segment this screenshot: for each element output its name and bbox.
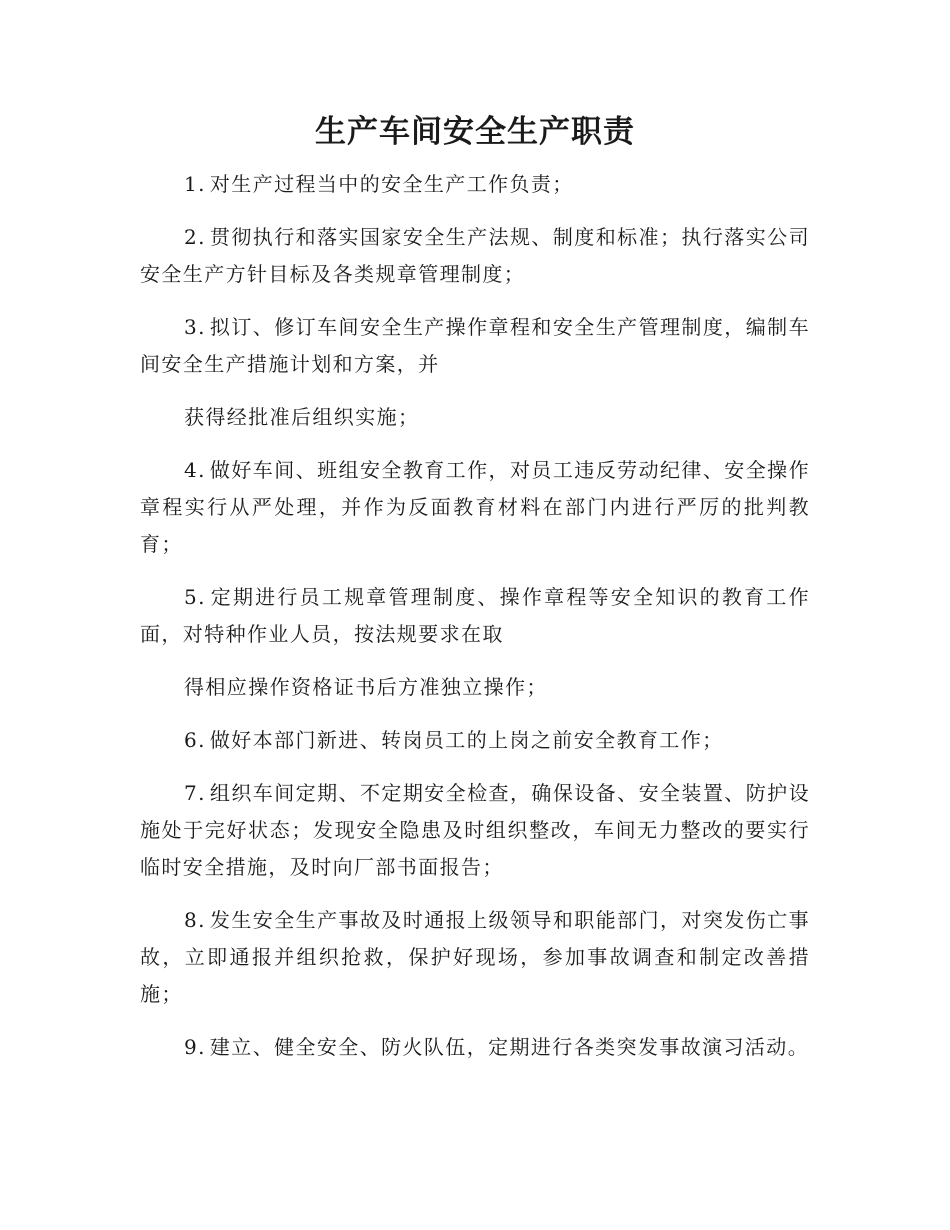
document-body [140,166,810,1066]
paragraph-text: 建立、健全安全、防火队伍，定期进行各类突发事故演习活动。 [209,1035,810,1059]
paragraph-text: 组织车间定期、不定期安全检查，确保设备、安全装置、防护设施处于完好状态；发现安全隐患及时组织整改，车间无力整改的要实行临时安全措施，及时向厂部书面报告； [140,781,810,879]
paragraph-text: 贯彻执行和落实国家安全生产法规、制度和标准；执行落实公司安全生产方针目标及各类规章管理制度； [140,225,810,286]
paragraph-number: 5. [184,585,206,609]
paragraph-text: 获得经批准后组织实施； [184,405,420,429]
paragraph-text: 拟订、修订车间安全生产操作章程和安全生产管理制度，编制车间安全生产措施计划和方案，并 [140,315,810,376]
paragraph-9 [140,1029,810,1066]
paragraph-number: 4. [184,458,206,482]
paragraph-text: 做好本部门新进、转岗员工的上岗之前安全教育工作； [209,728,724,752]
paragraph-number: 1. [184,172,206,196]
paragraph-3 [140,309,810,383]
paragraph-5 [140,579,810,653]
paragraph-text: 定期进行员工规章管理制度、操作章程等安全知识的教育工作面，对特种作业人员，按法规要求在取 [140,585,810,646]
paragraph-number: 3. [184,315,206,339]
paragraph-text: 做好车间、班组安全教育工作，对员工违反劳动纪律、安全操作章程实行从严处理，并作为反面教育材料在部门内进行严厉的批判教育； [140,458,810,556]
paragraph-number: 2. [184,225,206,249]
paragraph-number: 9. [184,1035,206,1059]
paragraph-3-continued [140,399,810,436]
document-title: 生产车间安全生产职责 [315,114,635,150]
paragraph-text: 发生安全生产事故及时通报上级领导和职能部门，对突发伤亡事故，立即通报并组织抢救，保护好现场，参加事故调查和制定改善措施； [140,908,810,1006]
paragraph-5-continued [140,669,810,706]
paragraph-1 [140,166,810,203]
paragraph-7 [140,775,810,886]
paragraph-number: 8. [184,908,206,932]
paragraph-6 [140,722,810,759]
paragraph-4 [140,452,810,563]
paragraph-number: 7. [184,781,206,805]
paragraph-2 [140,219,810,293]
paragraph-text: 得相应操作资格证书后方准独立操作； [184,675,548,699]
paragraph-number: 6. [184,728,206,752]
paragraph-8 [140,902,810,1013]
paragraph-text: 对生产过程当中的安全生产工作负责； [209,172,574,196]
